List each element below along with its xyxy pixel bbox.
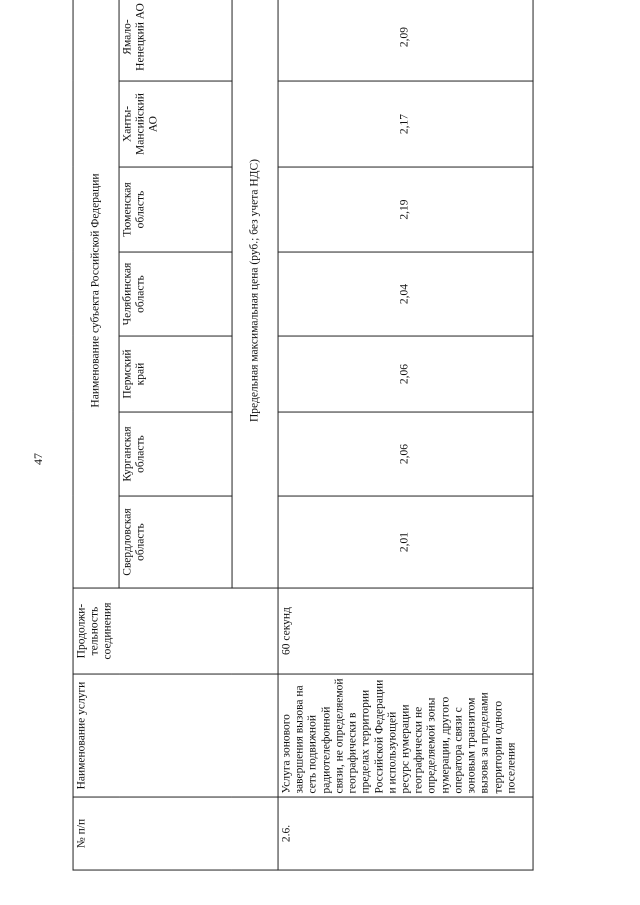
row-service: Услуга зонового завершения вызова на сеть подвижной радиотелефонной связи, не определяемой географически в пределах территории Российской Федерации и использующей ресурс нумерации географически не определяемой зоны нумерации, другого оператора связи с зоновым транзитом вызова за пределами территории одного поселения (278, 674, 533, 797)
price-chelyabinsk: 2,04 (278, 252, 533, 336)
row-num: 2.6. (278, 797, 533, 870)
header-duration: Продолжи-тельность соединения (73, 588, 278, 674)
tariff-table-container (52, 3, 518, 850)
region-khmao: Ханты-Мансийский АО (119, 81, 232, 167)
price-sverdlovsk: 2,01 (278, 496, 533, 588)
region-kurgan: Курганская область (119, 412, 232, 496)
region-tyumen: Тюменская область (119, 167, 232, 252)
row-duration: 60 секунд (278, 588, 533, 674)
header-price-caption: Предельная максимальная цена (руб.; без учета НДС) (232, 0, 278, 588)
region-yanao: Ямало-Ненецкий АО (119, 0, 232, 81)
price-yanao: 2,09 (278, 0, 533, 81)
tariff-table (73, 0, 534, 871)
region-sverdlovsk: Свердловская область (119, 496, 232, 588)
region-chelyabinsk: Челябинская область (119, 252, 232, 336)
region-perm: Пермский край (119, 336, 232, 412)
price-tyumen: 2,19 (278, 167, 533, 252)
price-kurgan: 2,06 (278, 412, 533, 496)
header-num: № п/п (73, 797, 278, 870)
price-khmao: 2,17 (278, 81, 533, 167)
table-row (278, 0, 533, 870)
header-subject-group: Наименование субъекта Российской Федерации (73, 0, 119, 588)
header-service: Наименование услуги (73, 674, 278, 797)
price-perm: 2,06 (278, 336, 533, 412)
page-number: 47 (31, 453, 45, 465)
header-row-subject (73, 0, 119, 870)
